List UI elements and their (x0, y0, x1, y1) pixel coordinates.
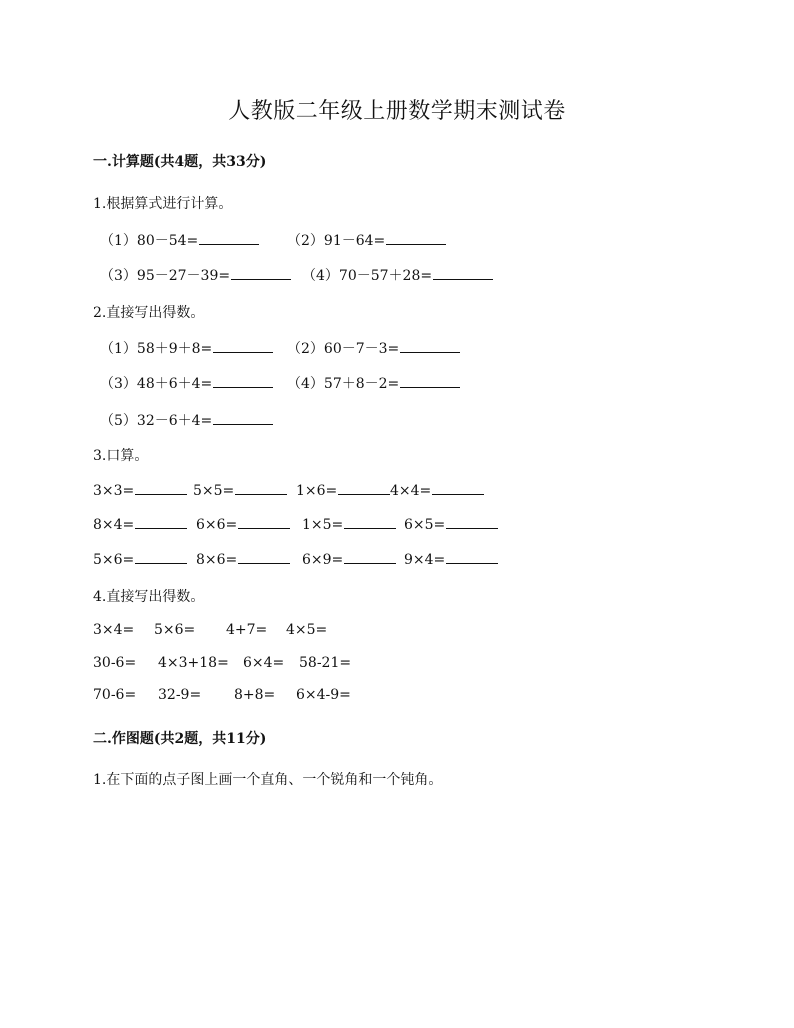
problem-item: 4+7= (226, 622, 268, 638)
problem-text: （3）48＋6＋4= (100, 376, 213, 392)
problem-text: （2）60－7－3= (287, 341, 400, 357)
problem-item (193, 481, 287, 499)
answer-blank[interactable] (135, 515, 187, 529)
section-header: 二.作图题(共2题，共11分) (93, 731, 267, 747)
answer-blank[interactable] (235, 481, 287, 495)
problem-text: 6×5= (404, 517, 446, 533)
section-header: 一.计算题(共4题，共33分) (93, 154, 267, 170)
answer-blank[interactable] (344, 515, 396, 529)
problem-text: 4×4= (390, 483, 432, 499)
problem-item: 6×4-9= (296, 687, 351, 703)
problem-item: 5×6= (154, 622, 196, 638)
problem-item (287, 230, 446, 250)
answer-blank[interactable] (344, 550, 396, 564)
problem-item: 4×5= (286, 622, 328, 638)
problem-item (196, 550, 290, 568)
question-prompt: 2.直接写出得数。 (93, 305, 205, 321)
answer-blank[interactable] (432, 481, 484, 495)
problem-item: 3×4= (93, 622, 135, 638)
problem-item (93, 550, 187, 568)
problem-item: 4×3+18= (158, 655, 229, 671)
problem-item (287, 338, 460, 358)
problem-item (302, 265, 493, 285)
answer-blank[interactable] (400, 374, 460, 388)
problem-item (287, 373, 460, 393)
problem-text: 3×3= (93, 483, 135, 499)
problem-item (100, 373, 273, 393)
problem-item (302, 515, 396, 533)
answer-blank[interactable] (446, 515, 498, 529)
problem-item: 8+8= (234, 687, 276, 703)
problem-item: 70-6= (93, 687, 137, 703)
problem-item: 58-21= (299, 655, 352, 671)
answer-blank[interactable] (386, 231, 446, 245)
answer-blank[interactable] (213, 411, 273, 425)
answer-blank[interactable] (433, 266, 493, 280)
answer-blank[interactable] (338, 481, 390, 495)
answer-blank[interactable] (199, 231, 259, 245)
problem-item: 6×4= (243, 655, 285, 671)
problem-item (296, 481, 390, 499)
problem-item (100, 410, 273, 430)
problem-text: 8×4= (93, 517, 135, 533)
problem-text: （2）91－64= (287, 233, 386, 249)
problem-item (100, 230, 259, 250)
problem-text: 5×5= (193, 483, 235, 499)
answer-blank[interactable] (231, 266, 291, 280)
problem-item (404, 515, 498, 533)
problem-text: 1×6= (296, 483, 338, 499)
problem-text: （1）80－54= (100, 233, 199, 249)
problem-item (302, 550, 396, 568)
problem-item: 30-6= (93, 655, 137, 671)
problem-text: 5×6= (93, 552, 135, 568)
problem-text: （5）32－6＋4= (100, 413, 213, 429)
answer-blank[interactable] (135, 550, 187, 564)
problem-text: （4）57＋8－2= (287, 376, 400, 392)
problem-item (100, 265, 291, 285)
page-title: 人教版二年级上册数学期末测试卷 (228, 99, 566, 124)
question-prompt: 3.口算。 (93, 448, 149, 464)
answer-blank[interactable] (238, 515, 290, 529)
problem-item: 32-9= (158, 687, 202, 703)
answer-blank[interactable] (135, 481, 187, 495)
question-prompt: 1.在下面的点子图上画一个直角、一个锐角和一个钝角。 (93, 772, 443, 788)
answer-blank[interactable] (446, 550, 498, 564)
answer-blank[interactable] (400, 339, 460, 353)
problem-item (390, 481, 484, 499)
problem-text: 1×5= (302, 517, 344, 533)
question-prompt: 4.直接写出得数。 (93, 589, 205, 605)
problem-item (100, 338, 273, 358)
problem-text: 6×6= (196, 517, 238, 533)
problem-text: 9×4= (404, 552, 446, 568)
question-prompt: 1.根据算式进行计算。 (93, 196, 233, 212)
problem-item (196, 515, 290, 533)
problem-text: （4）70－57＋28= (302, 268, 433, 284)
problem-text: 6×9= (302, 552, 344, 568)
problem-text: （1）58＋9＋8= (100, 341, 213, 357)
problem-text: （3）95－27－39= (100, 268, 231, 284)
problem-text: 8×6= (196, 552, 238, 568)
answer-blank[interactable] (213, 374, 273, 388)
problem-item (404, 550, 498, 568)
answer-blank[interactable] (238, 550, 290, 564)
answer-blank[interactable] (213, 339, 273, 353)
problem-item (93, 481, 187, 499)
problem-item (93, 515, 187, 533)
